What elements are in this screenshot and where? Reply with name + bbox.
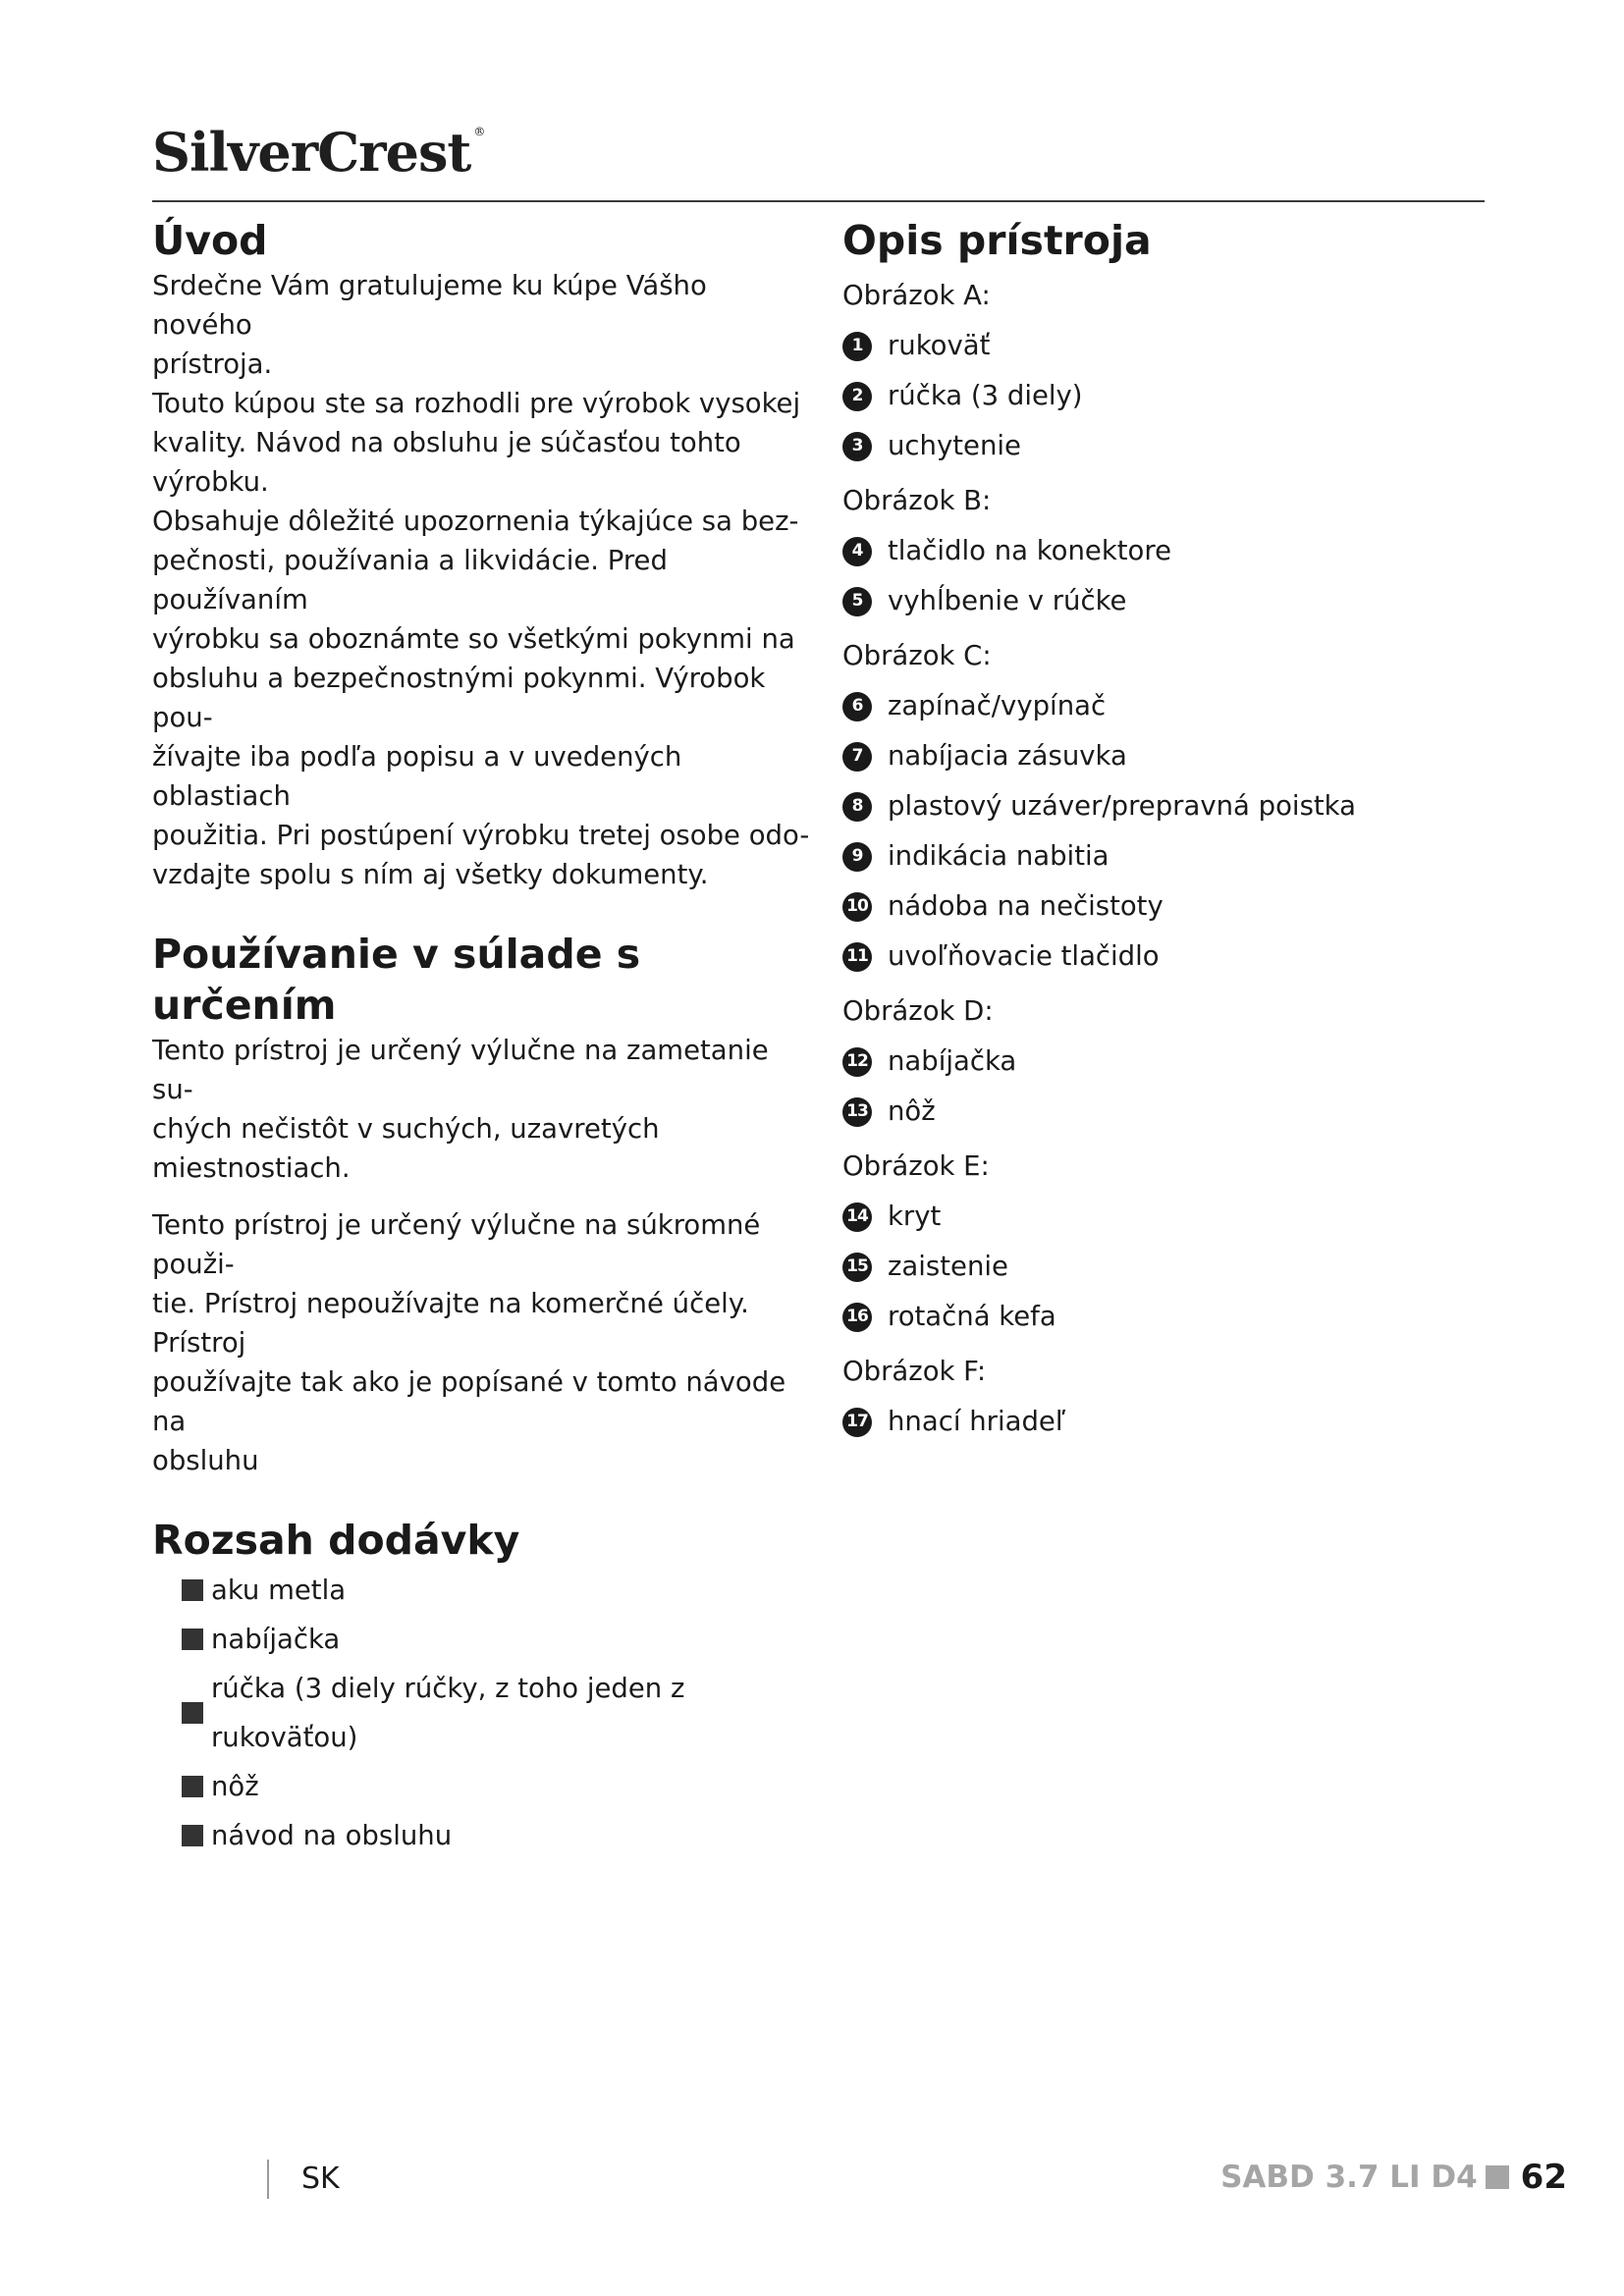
part-number-badge: 6	[842, 692, 872, 721]
part-number-badge: 5	[842, 587, 872, 616]
part-item: 15 zaistenie	[842, 1242, 1490, 1292]
bullet-square-icon	[182, 1579, 203, 1601]
part-item: 3 uchytenie	[842, 421, 1490, 471]
parts-list	[842, 1397, 1490, 1447]
description-heading: Opis prístroja	[842, 217, 1152, 264]
part-item: 16 rotačná kefa	[842, 1292, 1490, 1342]
usage-heading: Používanie v súlade s určením	[152, 931, 641, 1029]
figure-label: Obrázok C:	[842, 640, 992, 672]
delivery-item: rúčka (3 diely rúčky, z toho jeden z rukoväťou)	[182, 1664, 810, 1762]
usage-paragraph-1: Tento prístroj je určený výlučne na zametanie su- chých nečistôt v suchých, uzavretých miestnostiach.	[152, 1034, 769, 1184]
parts-list	[842, 1037, 1490, 1137]
part-number-badge: 8	[842, 792, 872, 822]
bullet-square-icon	[182, 1825, 203, 1846]
bullet-square-icon	[182, 1702, 203, 1724]
intro-paragraph-1: Srdečne Vám gratulujeme ku kúpe Vášho nového prístroja.	[152, 270, 707, 381]
delivery-list	[152, 1566, 810, 1860]
delivery-item: nabíjačka	[182, 1615, 810, 1664]
delivery-item: aku metla	[182, 1566, 810, 1615]
bullet-square-icon	[182, 1776, 203, 1797]
usage-paragraph-2: Tento prístroj je určený výlučne na súkromné použi- tie. Prístroj nepoužívajte na komerčné účely. Prístroj používajte tak ako je popísané v tomto návode na obsluhu	[152, 1208, 786, 1476]
figure-label: Obrázok D:	[842, 995, 994, 1028]
part-number-badge: 14	[842, 1202, 872, 1232]
part-item: 2 rúčka (3 diely)	[842, 371, 1490, 421]
parts-list	[842, 1192, 1490, 1342]
part-item: 7 nabíjacia zásuvka	[842, 731, 1490, 781]
part-item: 10 nádoba na nečistoty	[842, 881, 1490, 932]
model-number: SABD 3.7 LI D4	[1220, 2160, 1478, 2195]
brand-logo	[152, 121, 485, 184]
part-number-badge: 13	[842, 1097, 872, 1127]
part-number-badge: 2	[842, 382, 872, 411]
part-item: 17 hnací hriadeľ	[842, 1397, 1490, 1447]
page-number: 62	[1520, 2158, 1567, 2197]
part-item: 9 indikácia nabitia	[842, 831, 1490, 881]
part-number-badge: 17	[842, 1408, 872, 1437]
footer-language: SK	[301, 2162, 340, 2196]
part-item: 8 plastový uzáver/prepravná poistka	[842, 781, 1490, 831]
part-number-badge: 16	[842, 1303, 872, 1332]
right-column	[842, 216, 1490, 1447]
part-number-badge: 10	[842, 892, 872, 922]
delivery-item: nôž	[182, 1762, 810, 1811]
figure-label: Obrázok A:	[842, 280, 991, 312]
footer-square-icon	[1486, 2165, 1509, 2189]
part-item: 14 kryt	[842, 1192, 1490, 1242]
figure-label: Obrázok B:	[842, 485, 992, 517]
header-divider	[152, 200, 1485, 202]
part-item: 1 rukoväť	[842, 321, 1490, 371]
part-number-badge: 9	[842, 842, 872, 872]
left-column	[152, 216, 810, 1860]
part-item: 13 nôž	[842, 1087, 1490, 1137]
bullet-square-icon	[182, 1629, 203, 1650]
part-number-badge: 4	[842, 537, 872, 566]
parts-list	[842, 526, 1490, 626]
figure-label: Obrázok E:	[842, 1150, 990, 1183]
intro-heading: Úvod	[152, 217, 268, 264]
part-number-badge: 11	[842, 942, 872, 972]
part-item: 6 zapínač/vypínač	[842, 681, 1490, 731]
parts-list	[842, 321, 1490, 471]
part-number-badge: 15	[842, 1253, 872, 1282]
delivery-item: návod na obsluhu	[182, 1811, 810, 1860]
parts-list	[842, 681, 1490, 982]
intro-paragraph-2: Touto kúpou ste sa rozhodli pre výrobok vysokej kvality. Návod na obsluhu je súčasťou tohto výrobku. Obsahuje dôležité upozornenia týkajúce sa bez- pečnosti, používania a likvidácie. Pred používaním výrobku sa oboznámte so všetkými pokynmi na obsluhu a bezpečnostnými pokynmi. Výrobok pou- žívajte iba podľa popisu a v uvedených oblastiach použitia. Pri postúpení výrobku tretej osobe odo- vzdajte spolu s ním aj všetky dokumenty.	[152, 388, 810, 891]
part-item: 12 nabíjačka	[842, 1037, 1490, 1087]
trademark-symbol: ®	[473, 125, 485, 138]
footer-model-page	[1220, 2158, 1567, 2197]
part-item: 4 tlačidlo na konektore	[842, 526, 1490, 576]
part-number-badge: 3	[842, 432, 872, 461]
part-item: 5 vyhĺbenie v rúčke	[842, 576, 1490, 626]
part-number-badge: 7	[842, 742, 872, 772]
footer-divider	[267, 2160, 269, 2199]
figure-label: Obrázok F:	[842, 1356, 987, 1388]
part-item: 11 uvoľňovacie tlačidlo	[842, 932, 1490, 982]
brand-name: SilverCrest	[152, 121, 471, 184]
part-number-badge: 1	[842, 332, 872, 361]
delivery-heading: Rozsah dodávky	[152, 1516, 520, 1564]
part-number-badge: 12	[842, 1047, 872, 1077]
